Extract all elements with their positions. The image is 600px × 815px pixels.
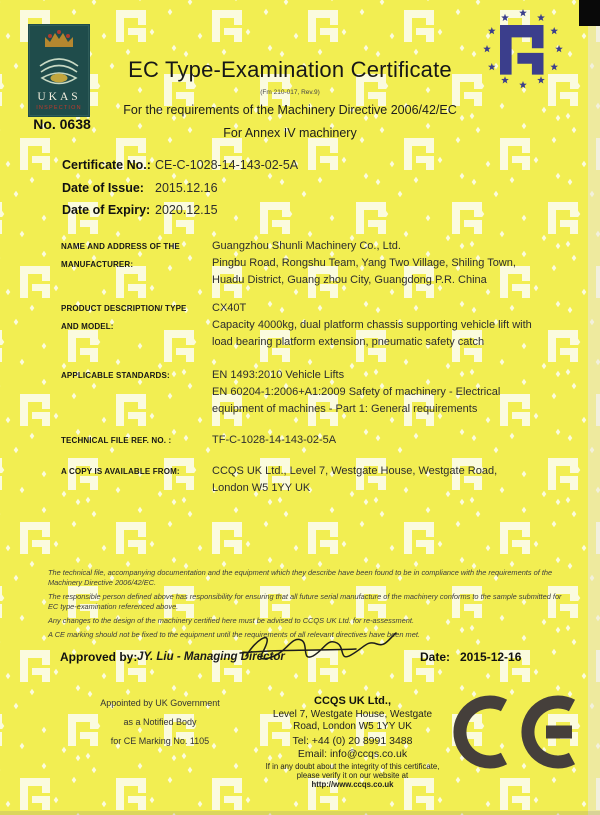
product-description-label: PRODUCT DESCRIPTION/ TYPE AND MODEL: [61, 304, 187, 331]
date-of-expiry-value: 2020.12.15 [155, 203, 218, 217]
product-description-value: CX40T Capacity 4000kg, dual platform chassis supporting vehicle lift with load bearing platform extension, pneumatic safety catch [212, 302, 532, 348]
legal-paragraph: The technical file, accompanying documentation and the equipment which they describe have been found to be in compliance with the requirements of the Machinery Directive 2006/42/EC. [48, 568, 553, 587]
legal-paragraph: The responsible person defined above has responsibility for ensuring that all future serial manufacture of the machinery conforms to the sample submitted for EC type-examination referenced above. [48, 592, 562, 611]
scan-bottom-shadow [0, 811, 600, 815]
notified-body-statement [55, 698, 265, 755]
notified-body-line: Appointed by UK Government [100, 698, 220, 708]
date-of-issue-label: Date of Issue: [62, 181, 144, 195]
date-of-issue-value: 2015.12.16 [155, 181, 218, 195]
issuer-contact-block [235, 695, 470, 789]
signature [238, 620, 403, 672]
manufacturer-label: NAME AND ADDRESS OF THE MANUFACTURER: [61, 242, 180, 269]
notified-body-number: No. 0638 [33, 116, 91, 132]
issuer-phone: Tel: +44 (0) 20 8991 3488 [292, 735, 413, 747]
issuer-name: CCQS UK Ltd., [314, 695, 391, 707]
technical-file-ref-label: TECHNICAL FILE REF. NO. : [61, 436, 172, 445]
ce-mark-icon [448, 690, 584, 774]
issuer-email: Email: info@ccqs.co.uk [297, 748, 408, 760]
issuer-address: Level 7, Westgate House, Westgate Road, London W5 1YY UK [272, 709, 433, 732]
notified-body-line: for CE Marking No. 1105 [110, 736, 210, 746]
manufacturer-value: Guangzhou Shunli Machinery Co., Ltd. Pingbu Road, Rongshu Team, Yang Two Village, Shiling Town, Huadu District, Guang zhou City, Guangdong P.R. China [212, 240, 516, 286]
date-label: Date: [420, 650, 451, 664]
certificate-number-row [0, 158, 600, 178]
approved-by-name: JY. Liu - Managing Director [137, 651, 285, 663]
date-value: 2015-12-16 [460, 650, 522, 664]
notified-body-line: as a Notified Body [123, 717, 197, 727]
copy-available-from-value: CCQS UK Ltd., Level 7, Westgate House, Westgate Road, London W5 1YY UK [212, 465, 498, 494]
certificate-number-value: CE-C-1028-14-143-02-5A [155, 158, 299, 172]
applicable-standards-value: EN 1493:2010 Vehicle Lifts EN 60204-1:2006+A1:2009 Safety of machinery - Electrical equipment of machines - Part 1: General requirements [212, 369, 501, 415]
ukas-label: UKAS [37, 91, 81, 103]
directive-subtitle: For the requirements of the Machinery Directive 2006/42/EC [123, 103, 457, 117]
ukas-sublabel: INSPECTION [36, 105, 82, 111]
legal-paragraph: Any changes to the design of the machinery certified here must be advised to CCQS UK Ltd. for re-assessment. [48, 616, 415, 625]
technical-file-ref-value: TF-C-1028-14-143-02-5A [212, 434, 337, 446]
document-title: EC Type-Examination Certificate [128, 57, 452, 82]
issuer-website: http://www.ccqs.co.uk [311, 780, 394, 789]
scan-corner-mark [579, 0, 600, 26]
annex-subtitle: For Annex IV machinery [223, 126, 357, 140]
date-of-issue-row [0, 181, 600, 201]
form-reference: (Fm 210-017, Rev.9) [260, 89, 320, 96]
copy-available-from-label: A COPY IS AVAILABLE FROM: [61, 467, 180, 476]
date-of-expiry-row [0, 203, 600, 223]
applicable-standards-label: APPLICABLE STANDARDS: [61, 371, 170, 380]
approved-by-label: Approved by: [60, 650, 138, 664]
scan-edge-band [588, 0, 600, 815]
certificate-number-label: Certificate No.: [62, 158, 151, 172]
title-block [70, 57, 510, 140]
date-of-expiry-label: Date of Expiry: [62, 203, 151, 217]
verification-note: If in any doubt about the integrity of this certificate, please verify it on our website at http://www.ccqs.co.uk [235, 762, 470, 789]
legal-paragraph: A CE marking should not be fixed to the equipment until the requirements of all relevant directives have been met. [48, 630, 420, 639]
